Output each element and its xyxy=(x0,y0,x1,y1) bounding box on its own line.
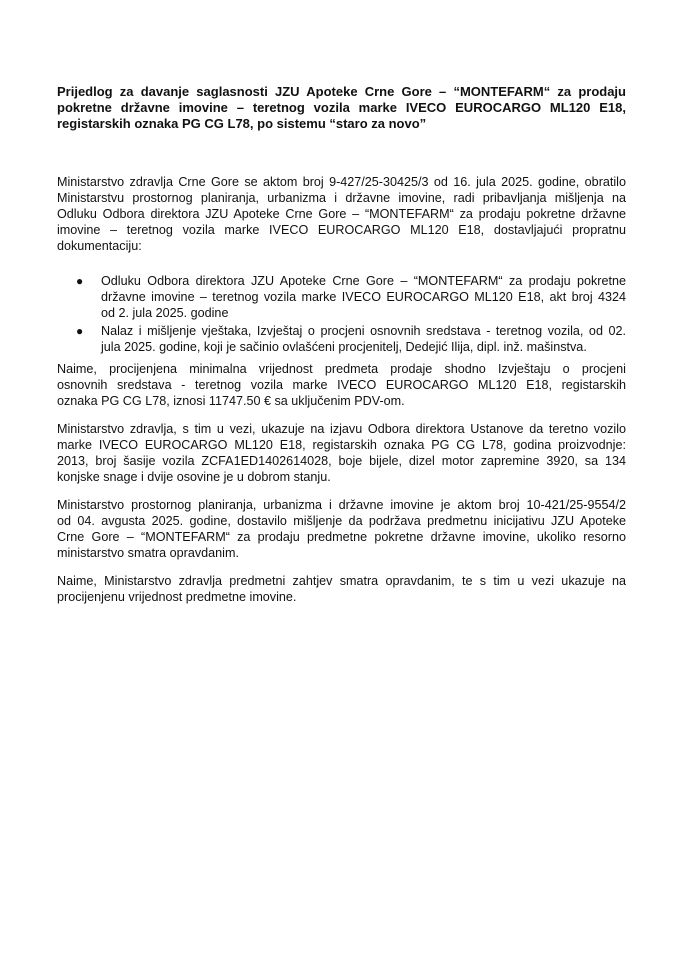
text-line: 2013, broj šasije vozila ZCFA1ED1402614028, boje bijele, dizel motor zapremine 3920, sa 134 xyxy=(57,454,626,468)
text-line: ministarstvo smatra opravdanim. xyxy=(57,546,239,560)
text-line: Odluku Odbora direktora JZU Apoteke Crne Gore – “MONTEFARM“ za prodaju pokretne državne xyxy=(57,207,626,221)
text-line: marke IVECO EUROCARGO ML120 E18, registarskih oznaka PG CG L78, godina proizvodnje: xyxy=(57,438,626,452)
text-line: Ministarstvo prostornog planiranja, urbanizma i državne imovine je aktom broj 10-421/25-9554/2 xyxy=(57,498,626,512)
paragraph-conclusion xyxy=(57,573,626,605)
text-line: osnovnih sredstava - teretnog vozila marke IVECO EUROCARGO ML120 E18, registarskih xyxy=(57,378,626,392)
bullet-icon: ● xyxy=(76,274,84,288)
text-line: jula 2025. godine, koji je sačinio ovlašćeni procjenitelj, Dedejić Ilija, dipl. inž. mašinstva. xyxy=(101,340,587,354)
paragraph-valuation xyxy=(57,361,626,409)
text-line: registarskih oznaka PG CG L78, po sistemu “staro za novo” xyxy=(57,116,427,131)
text-line: od 04. avgusta 2025. godine, dostavilo mišljenje da podržava predmetnu inicijativu JZU Apoteke xyxy=(57,514,626,528)
text-line: oznaka PG CG L78, iznosi 11747.50 € sa uključenim PDV-om. xyxy=(57,394,405,408)
text-line: procijenjenu vrijednost predmetne imovine. xyxy=(57,590,297,604)
text-line: imovine – teretnog vozila marke IVECO EUROCARGO ML120 E18, dostavljajući propratnu xyxy=(57,223,626,237)
text-line: Prijedlog za davanje saglasnosti JZU Apoteke Crne Gore – “MONTEFARM“ za prodaju xyxy=(57,84,626,99)
list-item xyxy=(101,273,626,321)
text-line: dokumentaciju: xyxy=(57,239,142,253)
text-line: Ministarstvo zdravlja, s tim u vezi, ukazuje na izjavu Odbora direktora Ustanove da teretno vozilo xyxy=(57,422,626,436)
text-line: pokretne državne imovine – teretnog vozila marke IVECO EUROCARGO ML120 E18, xyxy=(57,100,626,115)
text-line: Ministarstvo zdravlja Crne Gore se aktom broj 9-427/25-30425/3 od 16. jula 2025. godine, obratilo xyxy=(57,175,626,189)
text-line: konjske snage i dvije osovine je u dobrom stanju. xyxy=(57,470,331,484)
text-line: Crne Gore – “MONTEFARM“ za prodaju predmetne pokretne državne imovine, ukoliko resorno xyxy=(57,530,626,544)
text-line: Naime, procijenjena minimalna vrijednost predmeta prodaje shodno Izvještaju o procjeni xyxy=(57,362,626,376)
text-line: Ministarstvu prostornog planiranja, urbanizma i državne imovine, radi pribavljanja mišljenja na xyxy=(57,191,626,205)
paragraph-request xyxy=(57,174,626,254)
bullet-icon: ● xyxy=(76,324,84,338)
text-line: od 2. jula 2025. godine xyxy=(101,306,229,320)
list-item xyxy=(101,323,626,355)
text-line: državne imovine – teretnog vozila marke IVECO EUROCARGO ML120 E18, akt broj 4324 xyxy=(101,290,626,304)
text-line: Nalaz i mišljenje vještaka, Izvještaj o procjeni osnovnih sredstava - teretnog vozila, od 02. xyxy=(101,324,626,338)
text-line: Naime, Ministarstvo zdravlja predmetni zahtjev smatra opravdanim, te s tim u vezi ukazuje na xyxy=(57,574,626,588)
paragraph-ministry-opinion xyxy=(57,497,626,561)
paragraph-vehicle-details xyxy=(57,421,626,485)
text-line: Odluku Odbora direktora JZU Apoteke Crne Gore – “MONTEFARM“ za prodaju pokretne xyxy=(101,274,626,288)
document-title xyxy=(57,84,626,132)
